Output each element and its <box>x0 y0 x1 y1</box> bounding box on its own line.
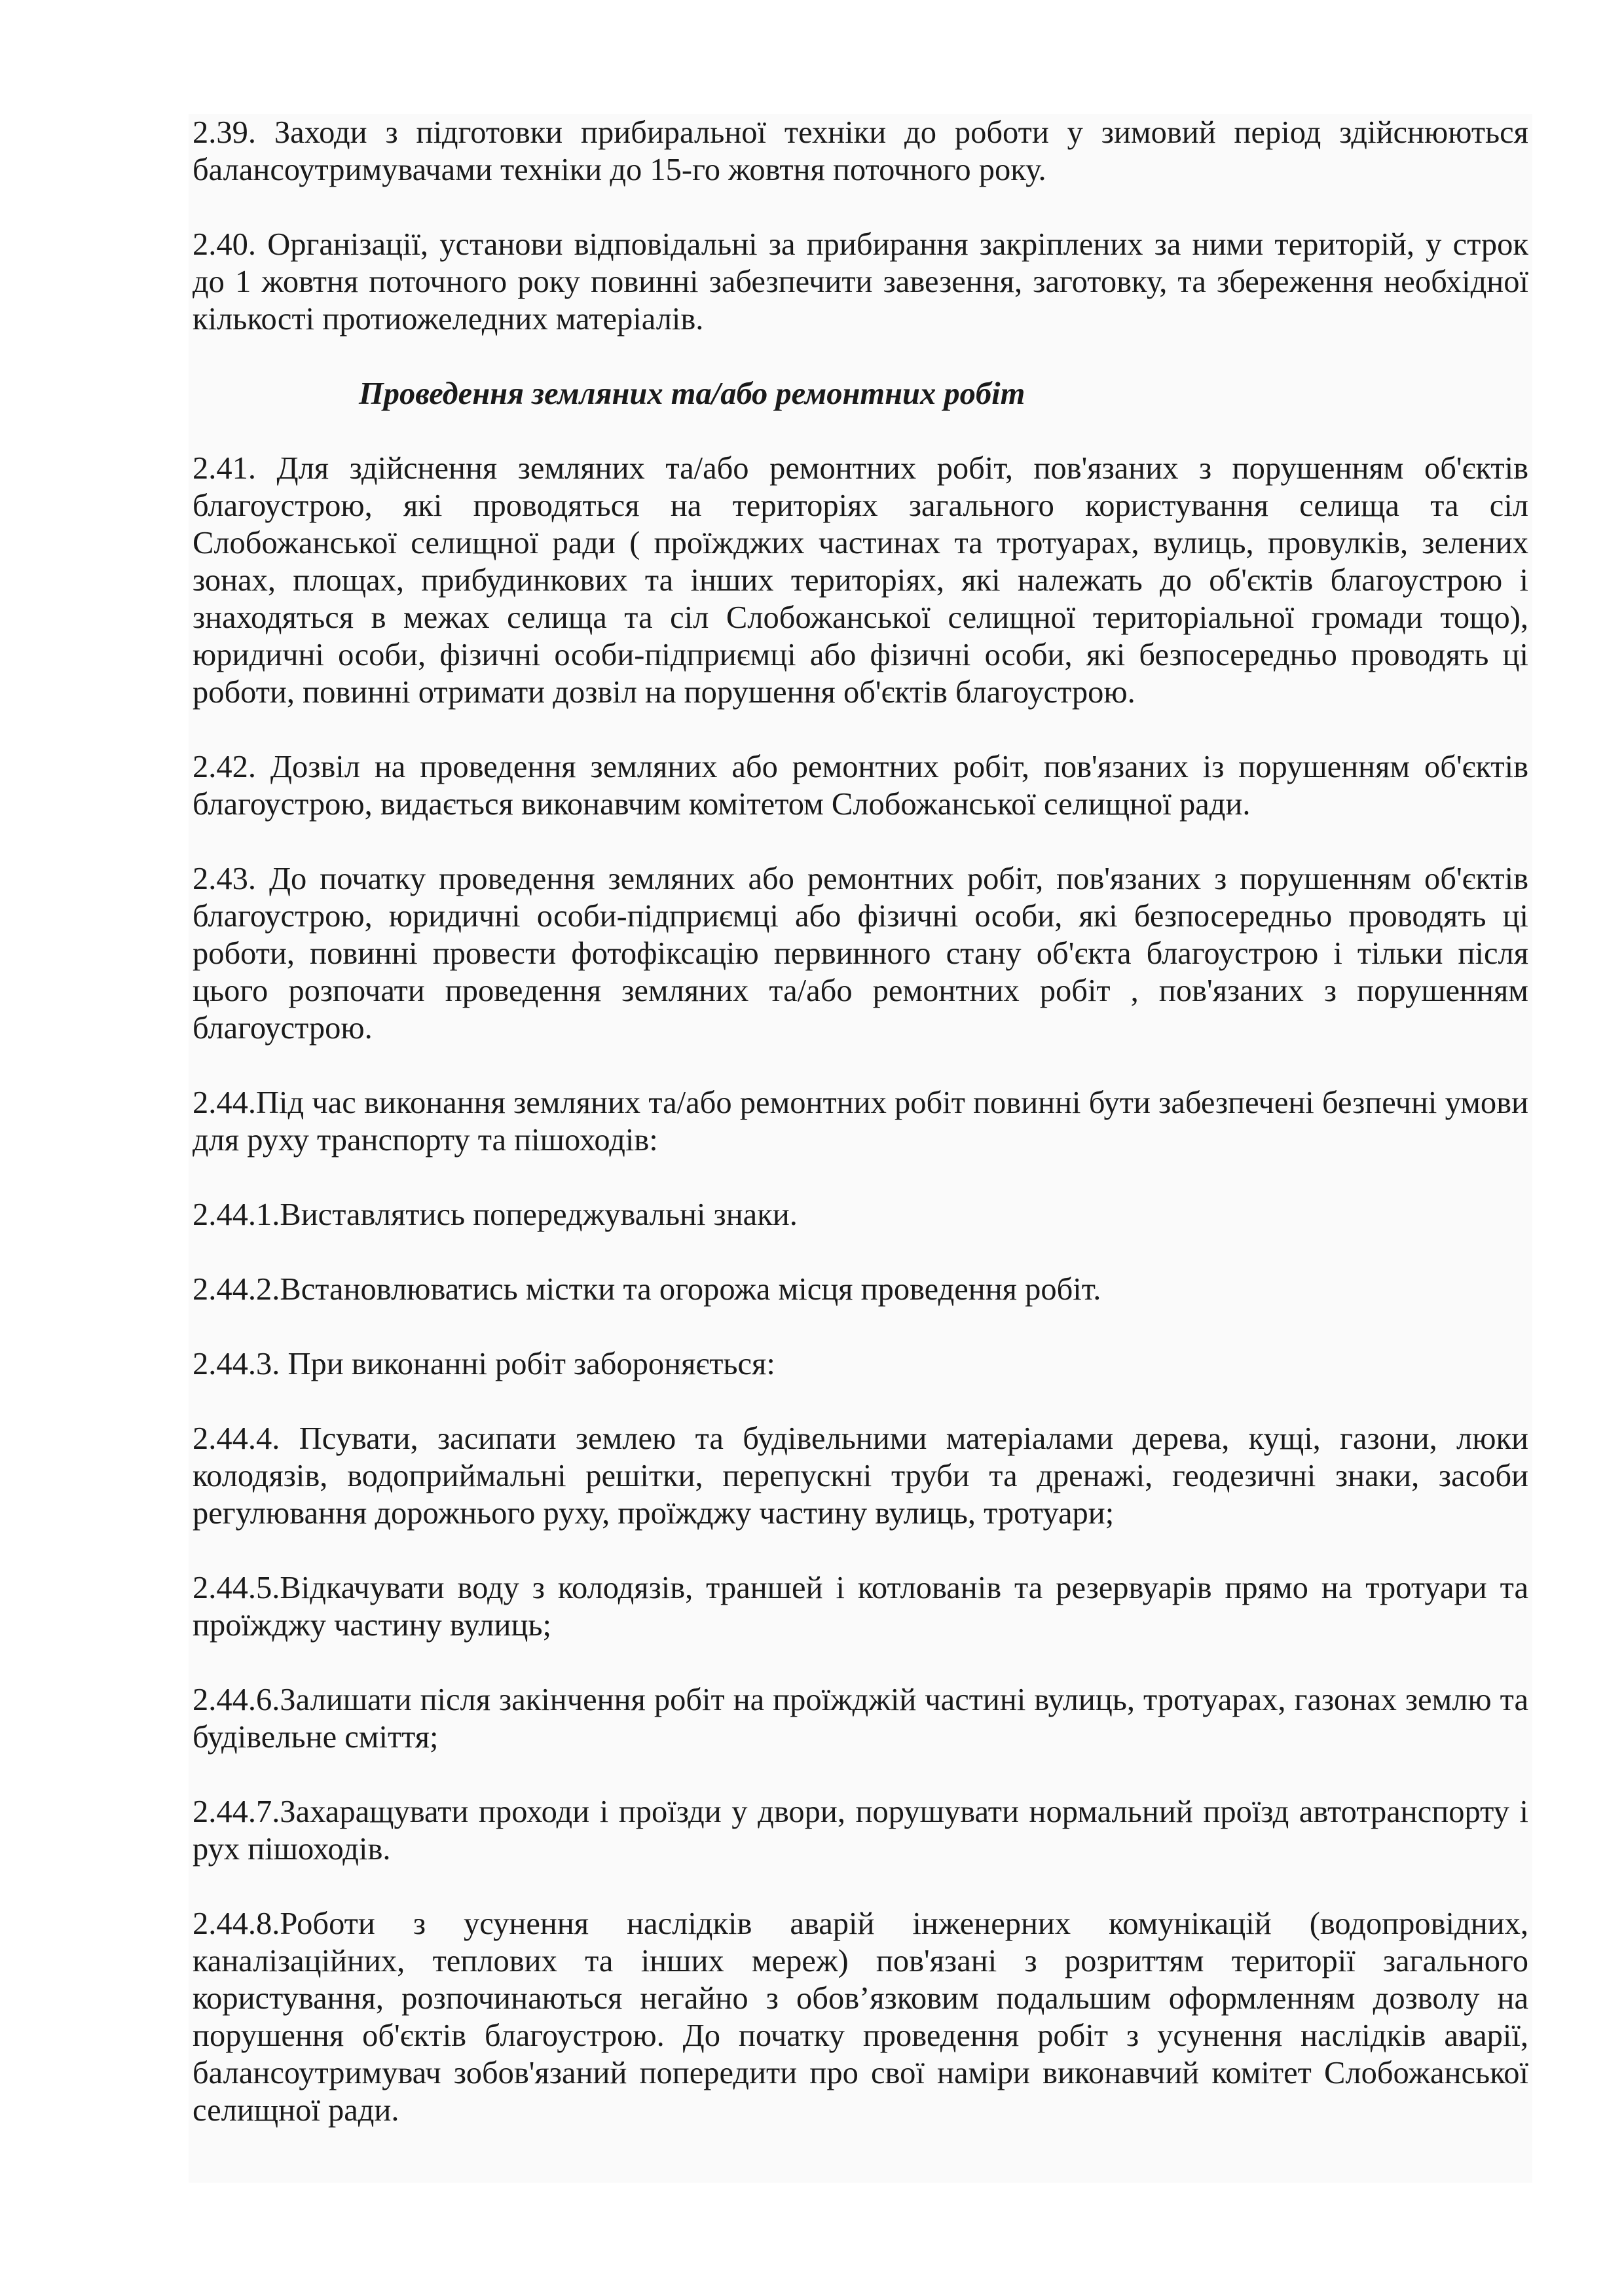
document-body <box>189 114 1532 2183</box>
paragraph-2-43: 2.43. До початку проведення земляних або ремонтних робіт, пов'язаних з порушенням об'єктів благоустрою, юридичні особи-підприємці або фізичні особи, які безпосередньо проводять ці роботи, повинні провести фотофіксацію первинного стану об'єкта благоустрою і тільки після цього розпочати проведення земляних та/або ремонтних робіт , пов'язаних з порушенням благоустрою. <box>193 862 1528 1046</box>
paragraph-2-39: 2.39. Заходи з підготовки прибиральної техніки до роботи у зимовий період здійснюються балансоутримувачами техніки до 15-го жовтня поточного року. <box>193 115 1528 187</box>
paragraph-2-44-7: 2.44.7.Захаращувати проходи і проїзди у двори, порушувати нормальний проїзд автотранспорту і рух пішоходів. <box>193 1795 1528 1867</box>
paragraph-2-44-4: 2.44.4. Псувати, засипати землею та будівельними матеріалами дерева, кущі, газони, люки колодязів, водоприймальні решітки, перепускні труби та дренажі, геодезичні знаки, засоби регулювання дорожнього руху, проїжджу частину вулиць, тротуари; <box>193 1421 1528 1531</box>
paragraph-2-44-3: 2.44.3. При виконанні робіт забороняється: <box>193 1347 775 1381</box>
paragraph-2-42: 2.42. Дозвіл на проведення земляних або ремонтних робіт, пов'язаних із порушенням об'єктів благоустрою, видається виконавчим комітетом Слобожанської селищної ради. <box>193 750 1528 822</box>
paragraph-2-44-5: 2.44.5.Відкачувати воду з колодязів, траншей і котлованів та резервуарів прямо на тротуари та проїжджу частину вулиць; <box>193 1571 1528 1643</box>
section-heading: Проведення земляних та/або ремонтних робіт <box>359 376 1025 411</box>
paragraph-2-44-1: 2.44.1.Виставлятись попереджувальні знаки. <box>193 1197 798 1232</box>
paragraph-2-44-6: 2.44.6.Залишати після закінчення робіт на проїжджій частині вулиць, тротуарах, газонах землю та будівельне сміття; <box>193 1683 1528 1755</box>
paragraph-2-41: 2.41. Для здійснення земляних та/або ремонтних робіт, пов'язаних з порушенням об'єктів благоустрою, які проводяться на територіях загального користування селища та сіл Слобожанської селищної ради ( проїжджих частинах та тротуарах, вулиць, провулків, зелених зонах, площах, прибудинкових та інших територіях, які належать до об'єктів благоустрою і знаходяться в межах селища та сіл Слобожанської селищної територіальної громади тощо), юридичні особи, фізичні особи-підприємці або фізичні особи, які безпосередньо проводять ці роботи, повинні отримати дозвіл на порушення об'єктів благоустрою. <box>193 451 1528 710</box>
paragraph-2-40: 2.40. Організації, установи відповідальні за прибирання закріплених за ними територій, у строк до 1 жовтня поточного року повинні забезпечити завезення, заготовку, та збереження необхідної кількості протиожеледних матеріалів. <box>193 227 1528 337</box>
paragraph-2-44: 2.44.Під час виконання земляних та/або ремонтних робіт повинні бути забезпечені безпечні умови для руху транспорту та пішоходів: <box>193 1085 1528 1157</box>
paragraph-2-44-2: 2.44.2.Встановлюватись містки та огорожа місця проведення робіт. <box>193 1272 1101 1307</box>
paragraph-2-44-8: 2.44.8.Роботи з усунення наслідків аварій інженерних комунікацій (водопровідних, каналізаційних, теплових та інших мереж) пов'язані з розриттям території загального користування, розпочинаються негайно з обов’язковим подальшим оформленням дозволу на порушення об'єктів благоустрою. До початку проведення робіт з усунення наслідків аварії, балансоутримувач зобов'язаний попередити про свої наміри виконавчий комітет Слобожанської селищної ради. <box>193 1906 1528 2128</box>
